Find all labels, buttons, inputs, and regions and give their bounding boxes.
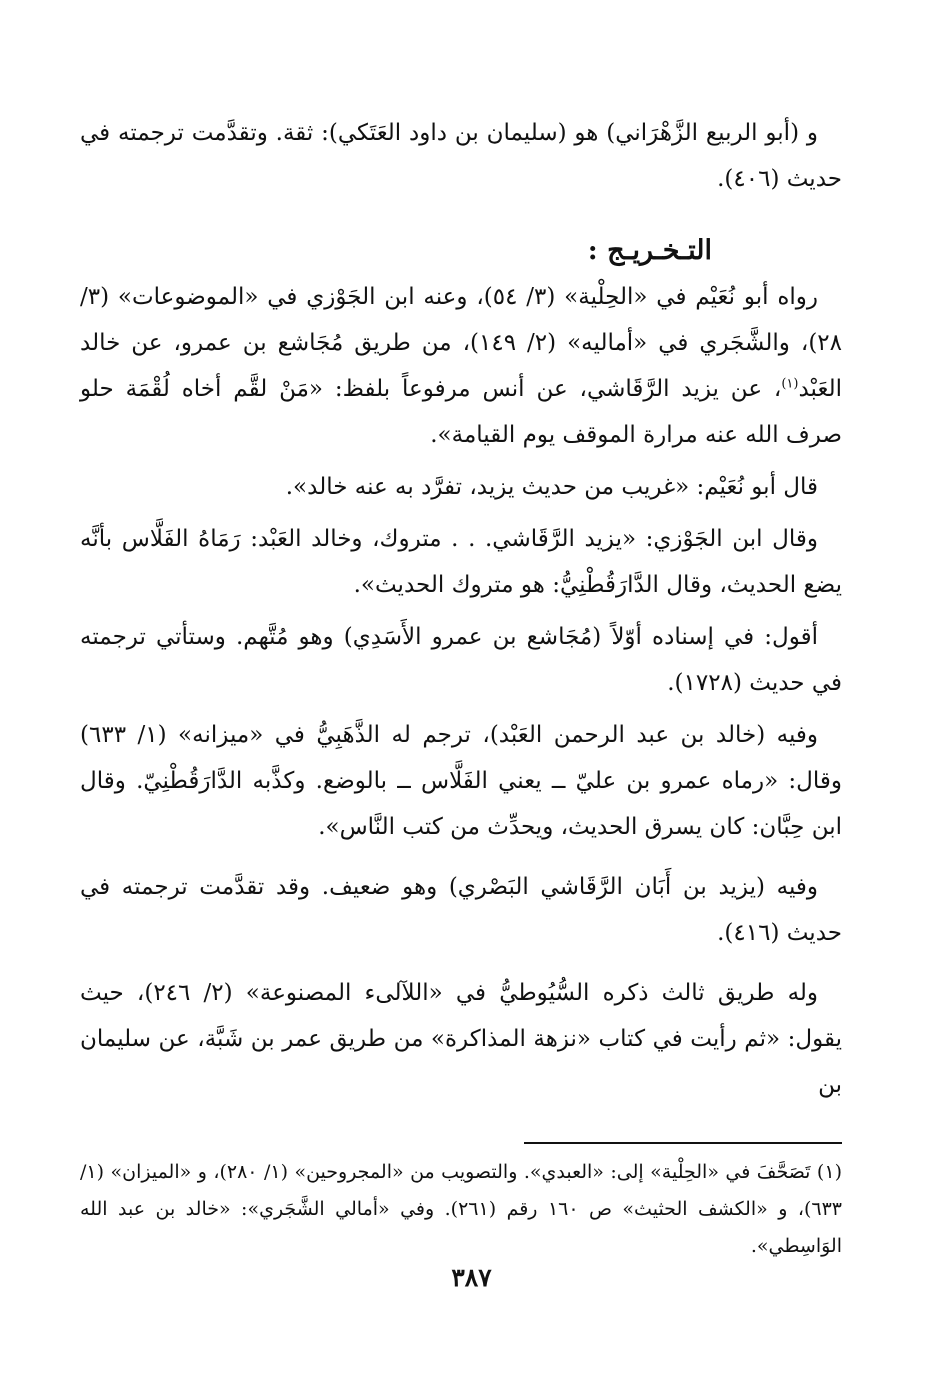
takhrij-text-before-note: رواه أبو نُعَيْم في «الحِلْية» (٣/ ٥٤)، وعنه ابن الجَوْزي في «الموضوعات» (٣/ ٢٨)، والشَّجَري في «أماليه» (٢/ ١٤٩)، من طريق مُجَاشع بن عمرو، عن خالد العَبْد: [80, 284, 843, 402]
page-body: [80, 110, 842, 1360]
paragraph-abu-nuaym-quote: قال أبو نُعَيْم: «غريب من حديث يزيد، تفرَّد به عنه خالد».: [285, 474, 818, 500]
page-number: ٣٨٧: [451, 1263, 492, 1292]
paragraph-takhrij-sources: [80, 274, 842, 458]
paragraph-third-route: وله طريق ثالث ذكره السُّيُوطيُّ في «اللآلىء المصنوعة» (٢/ ٢٤٦)، حيث يقول: «ثم رأيت في كتاب «نزهة المذاكرة» من طريق عمر بن شَبَّة، عن سليمان بن: [80, 980, 842, 1098]
footnote-1: (١) تَصَحَّفَ في «الحِلْية» إلى: «العبدي». والتصويب من «المجروحين» (١/ ٢٨٠)، و «الميزان» (١/ ٦٣٣)، و «الكشف الحثيث» ص ١٦٠ رقم (٢٦١). وفي «أمالي الشَّجَري»: «خالد بن عبد الله الوَاسِطي».: [80, 1161, 842, 1257]
paragraph-yazid-raqashi: وفيه (يزيد بن أَبَان الرَّقَاشي البَصْري) وهو ضعيف. وقد تقدَّمت ترجمته في حديث (٤١٦).: [80, 874, 842, 946]
footnote-divider: [524, 1142, 842, 1144]
footnotes-section: [80, 1154, 842, 1265]
paragraph-narrator-note: و (أبو الربيع الزَّهْرَاني) هو (سليمان بن داود العَتَكي): ثقة. وتقدَّمت ترجمته في حديث (٤٠٦).: [80, 120, 842, 192]
paragraph-author-comment: أقول: في إسناده أوّلاً (مُجَاشع بن عمرو الأَسَدِي) وهو مُتَّهم. وستأتي ترجمته في حديث (١٧٢٨).: [80, 624, 842, 696]
paragraph-ibn-jawzi-quote: وقال ابن الجَوْزي: «يزيد الرَّقَاشي. . . متروك، وخالد العَبْد: رَمَاهُ الفَلَّاس بأنَّه يضع الحديث، وقال الدَّارَقُطْنِيُّ: هو متروك الحديث».: [80, 526, 842, 598]
section-heading-takhrij: التـخـريـج :: [587, 235, 712, 266]
paragraph-khalid-abd: وفيه (خالد بن عبد الرحمن العَبْد)، ترجم له الذَّهَبِيُّ في «ميزانه» (١/ ٦٣٣) وقال: «رماه عمرو بن عليّ ــ يعني الفَلَّاس ــ بالوضع. وكذَّبه الدَّارَقُطْنِيّ. وقال ابن حِبَّان: كان يسرق الحديث، ويحدِّث من كتب النَّاس».: [80, 722, 842, 840]
footnote-reference-1: (١): [781, 376, 799, 392]
takhrij-text-after-note: ، عن يزيد الرَّقَاشي، عن أنس مرفوعاً بلفظ: «مَنْ لقَّم أخاه لُقْمَة حلو صرف الله عنه مرارة الموقف يوم القيامة».: [80, 376, 842, 448]
